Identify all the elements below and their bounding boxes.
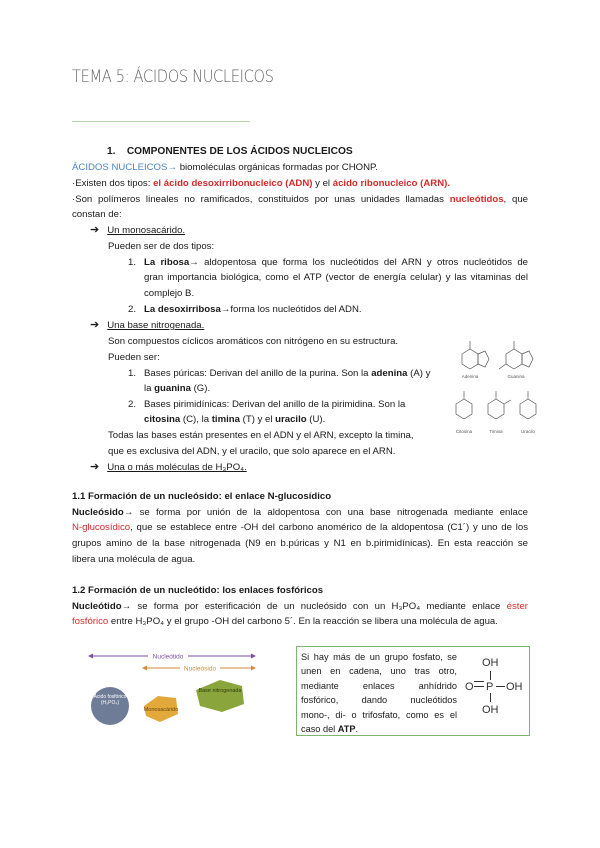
timina-label: Timina <box>489 429 503 434</box>
ribosa-number: 1. <box>128 257 137 268</box>
polymers-term: nucleótidos <box>449 194 504 205</box>
polymers-text-end: , que <box>503 194 528 205</box>
section-1-1-heading: 1.1 Formación de un nucleósido: el enlace N-glucosídico <box>72 491 332 502</box>
section-1-1-line-1 <box>72 505 528 520</box>
phosphoric-acid-structure <box>461 651 525 729</box>
thymine-structure <box>488 391 511 419</box>
section-1-1-line-3: grupos amino de la base nitrogenada (N9 en b.púricas y N1 en b.pirimidínicas). En esta reacción se <box>72 538 528 549</box>
adenina-term: adenina <box>371 368 408 379</box>
oh-right: OH <box>506 681 523 693</box>
citosina-label: Citosina <box>455 429 473 434</box>
note-line-3: mediante enlaces anhídrido <box>301 680 457 691</box>
intro-line <box>72 160 378 175</box>
bullet-arrow-icon: ➔ <box>90 461 100 473</box>
intro-text: biomoléculas orgánicas formadas por CHONP. <box>177 162 378 173</box>
bond-down <box>490 693 491 702</box>
adenine-structure <box>462 341 489 369</box>
desoxi-text: →forma los nucleótidos del ADN. <box>220 304 362 315</box>
ribosa-line-1 <box>144 255 528 270</box>
section-1-2-line-2 <box>72 614 498 629</box>
intro-arrow: → <box>167 162 178 173</box>
nucleotido-label: Nucleótido <box>152 653 184 661</box>
section-title: COMPONENTES DE LOS ÁCIDOS NUCLEICOS <box>126 146 353 157</box>
oh-top: OH <box>482 657 499 669</box>
note-line-5: mono-, di- o trifosfato, como es el <box>301 709 457 720</box>
page-title: TEMA 5: ÁCIDOS NUCLEICOS <box>72 67 274 87</box>
phosphoric-acid-label: Ácido fosfórico (H₃PO₄) <box>93 694 127 706</box>
bond-right <box>496 686 505 687</box>
bond-up <box>490 671 491 680</box>
nucleosido-label: Nucleósido <box>183 665 217 673</box>
intro-term: ÁCIDOS NUCLEICOS <box>72 162 168 173</box>
double-bond-top <box>474 681 484 682</box>
uracil-structure <box>520 391 536 419</box>
section-1-1-text-2: , que se establece entre -OH del carbono anomérico de la aldopentosa (C1´) y uno de los <box>130 522 528 533</box>
phosphate-title: Una o más moléculas de H₃PO₄. <box>107 462 247 473</box>
nucleotide-diagram <box>84 646 260 738</box>
desoxi-term: La desoxirribosa <box>144 304 221 315</box>
phosphoric-acid-label-box <box>93 694 127 720</box>
atp-term: ATP <box>337 724 356 735</box>
type-arn: ácido ribonucleico (ARN). <box>332 178 451 189</box>
desoxi-line <box>144 302 362 317</box>
nucleosido-term: Nucleósido <box>72 507 124 518</box>
monosaccharide-item <box>90 223 185 238</box>
section-1-heading <box>107 144 353 159</box>
puricas-text: Bases púricas: Derivan del anillo de la purina. Son la <box>144 368 372 379</box>
polymers-line <box>72 192 528 207</box>
nucleosido-arrow-right-icon <box>251 666 256 671</box>
bullet-arrow-icon: ➔ <box>90 319 100 331</box>
base-can-be: Pueden ser: <box>108 352 160 363</box>
ribosa-line-3: complejo B. <box>144 288 195 299</box>
nitrogen-base-label: Base nitrogenada <box>198 688 242 694</box>
guanina-label: Guanina <box>507 374 525 379</box>
puricas-text-2: la <box>144 383 155 394</box>
section-1-2-text-2: entre H₃PO₄ y el grupo -OH del carbono 5´. En la reacción se libera una molécula de agua. <box>108 616 498 627</box>
section-1-2-line-1 <box>72 599 528 614</box>
nucleosido-arrow-left-icon <box>142 666 147 671</box>
uracilo-label: Uracilo <box>520 429 536 434</box>
nucleotido-term: Nucleótido <box>72 601 122 612</box>
section-1-1-line-2 <box>72 520 528 535</box>
uracilo-term: uracilo <box>275 414 307 425</box>
guanina-code: (G). <box>190 383 211 394</box>
section-number: 1. <box>107 146 116 157</box>
adenina-label: Adenina <box>461 374 479 379</box>
note-line-6-post: . <box>355 724 359 735</box>
base-item <box>90 318 204 333</box>
uracilo-code: (U). <box>306 414 326 425</box>
section-1-1-line-4: libera una molécula de agua. <box>72 554 196 565</box>
adenina-code: (A) y <box>407 368 431 379</box>
types-line <box>72 176 450 191</box>
nucleotido-arrow-right-icon <box>251 654 256 659</box>
puricas-line-1 <box>144 366 430 381</box>
note-text <box>301 650 457 736</box>
note-line-4: fosfórico, dando nucleótidos <box>301 695 457 706</box>
desoxi-number: 2. <box>128 304 137 315</box>
p-atom: P <box>486 681 494 693</box>
cytosine-structure <box>456 391 472 419</box>
types-prefix: ·Existen dos tipos: <box>72 178 154 189</box>
ribosa-term: La ribosa <box>144 257 190 268</box>
puricas-number: 1. <box>128 368 137 379</box>
base-description: Son compuestos cíclicos aromáticos con nitrógeno en su estructura. <box>108 336 399 347</box>
monosaccharide-types: Pueden ser de dos tipos: <box>108 241 215 252</box>
pirim-line-1: Bases pirimidínicas: Derivan del anillo de la pirimidina. Son la <box>144 399 406 410</box>
note-line-6-pre: caso del <box>301 724 338 735</box>
monosaccharide-title: Un monosacárido. <box>107 225 186 236</box>
ribosa-text: → aldopentosa que forma los nucleótidos del ARN y otros nucleótidos de <box>189 257 528 268</box>
monosaccharide-label: Monosacárido <box>143 707 179 713</box>
nucleotido-arrow-left-icon <box>88 654 93 659</box>
title-divider <box>72 121 250 122</box>
purine-structures-figure <box>452 336 544 380</box>
polymers-text: ·Son polímeros lineales no ramificados, constituidos por unas unidades llamadas <box>72 194 450 205</box>
guanina-term: guanina <box>154 383 191 394</box>
section-1-2-heading: 1.2 Formación de un nucleótido: los enlaces fosfóricos <box>72 585 324 596</box>
double-bond-bottom <box>474 686 484 687</box>
guanine-structure <box>499 341 533 369</box>
phosphate-note-box <box>296 646 530 736</box>
base-title: Una base nitrogenada. <box>107 320 205 331</box>
section-1-1-text-1: → se forma por unión de la aldopentosa con una base nitrogenada mediante enlace <box>123 507 528 518</box>
fosforico-term: fosfórico <box>72 616 109 627</box>
polymers-line-2: constan de: <box>72 209 122 220</box>
section-1-2-text-1: → se forma por esterificación de un nucleósido con un H₃PO₄ mediante enlace <box>121 601 507 612</box>
citosina-term: citosina <box>144 414 181 425</box>
pyrimidine-structures-figure <box>448 386 548 438</box>
ribosa-line-2: gran importancia biológica, como el ATP (vector de energía celular) y las vitaminas del <box>144 272 528 283</box>
pirim-line-2 <box>144 412 325 427</box>
all-bases-line-1: Todas las bases están presentes en el ADN y el ARN, excepto la timina, <box>108 430 414 441</box>
o-left: O <box>465 681 474 693</box>
note-line-6 <box>301 722 457 736</box>
phosphate-item <box>90 460 247 475</box>
all-bases-line-2: que es exclusiva del ADN, y el uracilo, que solo aparece en el ARN. <box>108 446 396 457</box>
puricas-line-2 <box>144 381 210 396</box>
n-glucosidico-term: N-glucosídico <box>72 522 131 533</box>
note-line-2: unen en cadena, uno tras otro, <box>301 666 457 677</box>
oh-bottom: OH <box>482 704 499 716</box>
pirim-number: 2. <box>128 399 137 410</box>
citosina-code: (C), la <box>180 414 212 425</box>
note-line-1: Si hay más de un grupo fosfato, se <box>301 652 457 662</box>
ester-term: éster <box>506 601 528 612</box>
types-and: y el <box>312 178 333 189</box>
timina-term: timina <box>211 414 240 425</box>
type-adn: el ácido desoxirribonucleico (ADN) <box>153 178 313 189</box>
timina-code: (T) y el <box>239 414 276 425</box>
nitrogen-base-label-box <box>198 688 242 706</box>
bullet-arrow-icon: ➔ <box>90 224 100 236</box>
